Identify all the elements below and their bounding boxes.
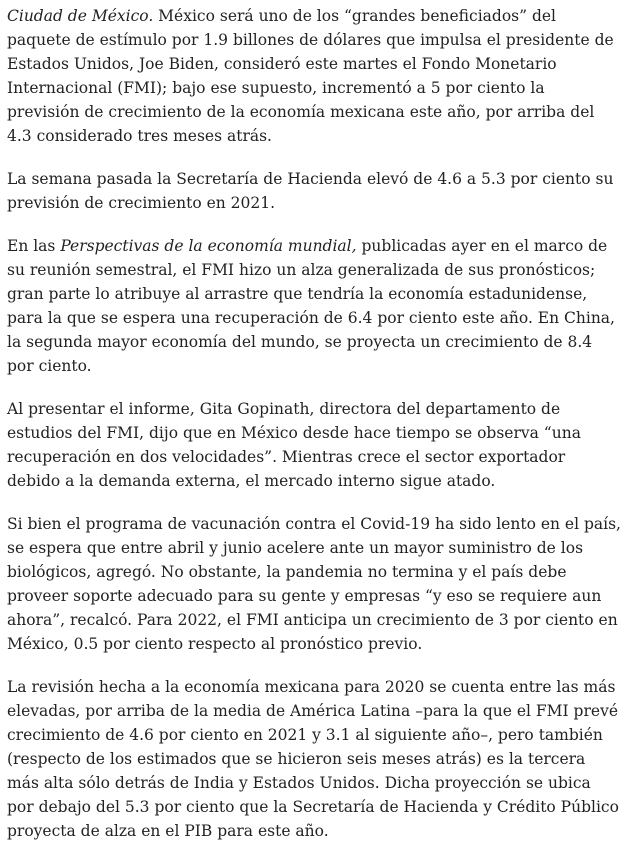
paragraph-3-prefix: En las (7, 237, 61, 255)
dateline: Ciudad de México. (7, 7, 154, 25)
paragraph-5: Si bien el programa de vacunación contra el Covid-19 ha sido lento en el país, se espera que entre abril y junio acelere ante un mayor suministro de los biológicos, agregó. No obstante, la pandemia no termina y el país debe proveer soporte adecuado para su gente y empresas “y eso se requiere aun ahora”, recalcó. Para 2022, el FMI anticipa un crecimiento de 3 por ciento en México, 0.5 por ciento respecto al pronóstico previo. (7, 515, 621, 653)
paragraph-6: La revisión hecha a la economía mexicana para 2020 se cuenta entre las más elevadas, por arriba de la media de América Latina –para la que el FMI prevé crecimiento de 4.6 por ciento en 2021 y 3.1 al siguiente año–, pero también (respecto de los estimados que se hicieron seis meses atrás) es la tercera más alta sólo detrás de India y Estados Unidos. Dicha proyección se ubica por debajo del 5.3 por ciento que la Secretaría de Hacienda y Crédito Público proyecta de alza en el PIB para este año. (7, 678, 619, 840)
paragraph-3-text: publicadas ayer en el marco de su reunión semestral, el FMI hizo un alza generalizada de sus pronósticos; gran parte lo atribuye al arrastre que tendría la economía estadunidense, para la que se espera una recuperación de 6.4 por ciento este año. En China, la segunda mayor economía del mundo, se proyecta un crecimiento de 8.4 por ciento. (7, 237, 615, 375)
paragraph-1 (7, 4, 621, 148)
publication-title: Perspectivas de la economía mundial, (60, 237, 357, 255)
paragraph-2: La semana pasada la Secretaría de Hacienda elevó de 4.6 a 5.3 por ciento su previsión de crecimiento en 2021. (7, 170, 614, 212)
paragraph-1-text: México será uno de los “grandes beneficiados” del paquete de estímulo por 1.9 billones de dólares que impulsa el presidente de Estados Unidos, Joe Biden, consideró este martes el Fondo Monetario Internacional (FMI); bajo ese supuesto, incrementó a 5 por ciento la previsión de crecimiento de la economía mexicana este año, por arriba del 4.3 considerado tres meses atrás. (7, 7, 614, 145)
paragraph-3 (7, 234, 621, 378)
paragraph-4: Al presentar el informe, Gita Gopinath, directora del departamento de estudios del FMI, dijo que en México desde hace tiempo se observa “una recuperación en dos velocidades”. Mientras crece el sector exportador debido a la demanda externa, el mercado interno sigue atado. (7, 400, 581, 490)
article-body (7, 4, 621, 862)
